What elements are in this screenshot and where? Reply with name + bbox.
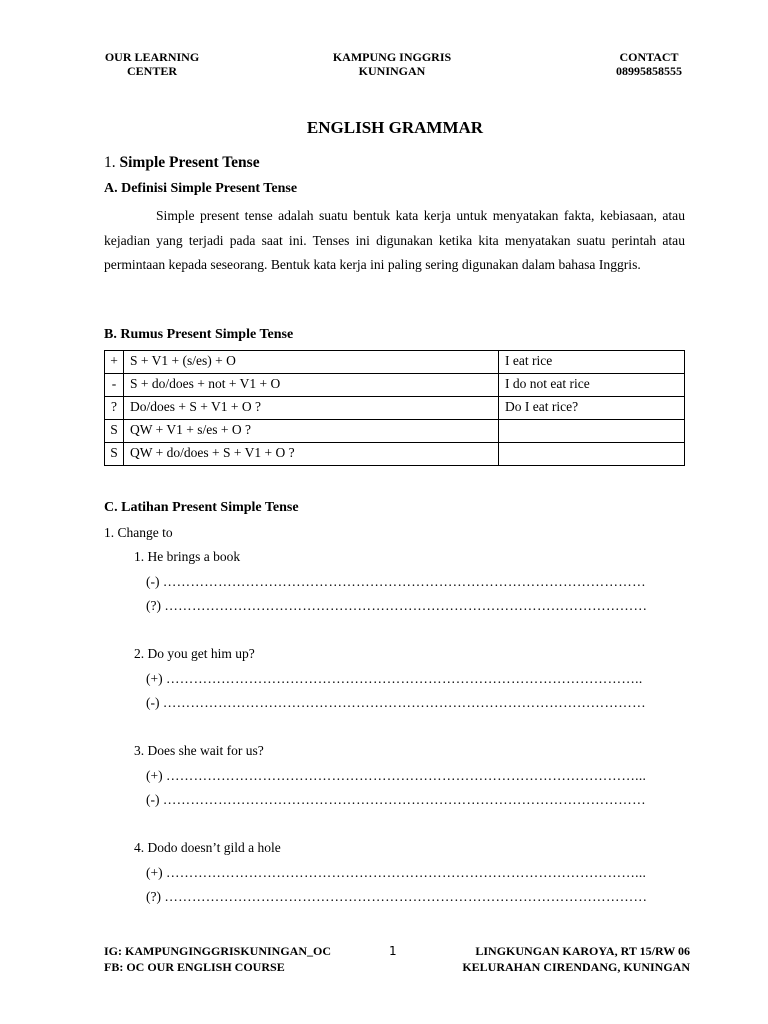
formula-symbol: S — [105, 420, 124, 443]
footer-social — [104, 943, 331, 975]
formula-example: I eat rice — [499, 351, 685, 374]
table-row — [105, 420, 685, 443]
formula-symbol: ? — [105, 397, 124, 420]
answer-blank[interactable]: …………………………………………………………………………………………... — [165, 865, 647, 880]
formula-rule: S + V1 + (s/es) + O — [124, 351, 499, 374]
formula-rule: Do/does + S + V1 + O ? — [124, 397, 499, 420]
section-number: 1. — [104, 154, 116, 171]
exercise-heading: C. Latihan Present Simple Tense — [104, 500, 299, 515]
header-center-line1: KAMPUNG INGGRIS — [332, 50, 452, 64]
answer-line[interactable] — [146, 695, 646, 711]
formula-table — [104, 350, 685, 466]
answer-label: (?) — [146, 889, 161, 904]
answer-label: (+) — [146, 768, 163, 783]
footer-facebook: FB: OC OUR ENGLISH COURSE — [104, 960, 285, 974]
answer-line[interactable] — [146, 598, 647, 614]
formula-rule: QW + do/does + S + V1 + O ? — [124, 443, 499, 466]
table-row — [105, 397, 685, 420]
answer-label: (+) — [146, 865, 163, 880]
formula-symbol: S — [105, 443, 124, 466]
answer-line[interactable] — [146, 768, 646, 784]
header-center — [322, 50, 462, 78]
formula-symbol: + — [105, 351, 124, 374]
exercise-prompt: 4. Dodo doesn’t gild a hole — [134, 840, 281, 855]
header-center-line2: KUNINGAN — [358, 64, 426, 78]
table-row — [105, 443, 685, 466]
answer-blank[interactable]: …………………………………………………………………………………………… — [162, 574, 646, 589]
footer-address — [450, 943, 690, 975]
formula-rule: QW + V1 + s/es + O ? — [124, 420, 499, 443]
footer-address-line2: KELURAHAN CIRENDANG, KUNINGAN — [462, 960, 690, 974]
answer-label: (-) — [146, 695, 160, 710]
section-heading — [104, 154, 260, 172]
answer-label: (-) — [146, 792, 160, 807]
formula-heading: B. Rumus Present Simple Tense — [104, 327, 294, 342]
answer-label: (?) — [146, 598, 161, 613]
footer-instagram: IG: KAMPUNGINGGRISKUNINGAN_OC — [104, 944, 332, 958]
answer-blank[interactable]: ………………………………………………………………………………………….. — [165, 671, 643, 686]
answer-blank[interactable]: …………………………………………………………………………………………… — [162, 792, 646, 807]
formula-example — [499, 443, 685, 466]
exercise-prompt: 1. He brings a book — [134, 549, 241, 564]
answer-line[interactable] — [146, 889, 647, 905]
footer-address-line1: LINGKUNGAN KAROYA, RT 15/RW 06 — [475, 944, 690, 958]
answer-blank[interactable]: …………………………………………………………………………………………... — [165, 768, 647, 783]
answer-line[interactable] — [146, 792, 646, 808]
formula-example — [499, 420, 685, 443]
formula-example: I do not eat rice — [499, 374, 685, 397]
exercise-prompt: 2. Do you get him up? — [134, 646, 255, 661]
formula-rule: S + do/does + not + V1 + O — [124, 374, 499, 397]
answer-line[interactable] — [146, 865, 646, 881]
answer-blank[interactable]: …………………………………………………………………………………………… — [164, 598, 648, 613]
answer-label: (-) — [146, 574, 160, 589]
section-title: Simple Present Tense — [119, 154, 260, 171]
answer-blank[interactable]: …………………………………………………………………………………………… — [162, 695, 646, 710]
table-row — [105, 351, 685, 374]
header-left — [96, 50, 208, 78]
answer-line[interactable] — [146, 574, 646, 590]
answer-line[interactable] — [146, 671, 643, 687]
header-left-line1: OUR LEARNING — [104, 50, 200, 64]
header-contact-label: CONTACT — [619, 50, 679, 64]
definition-heading: A. Definisi Simple Present Tense — [104, 181, 298, 196]
header-phone: 08995858555 — [616, 64, 682, 78]
exercise-instruction: 1. Change to — [104, 525, 173, 540]
page-number: 1 — [389, 944, 397, 958]
header-right — [604, 50, 694, 78]
answer-label: (+) — [146, 671, 163, 686]
exercise-prompt: 3. Does she wait for us? — [134, 743, 264, 758]
definition-text: Simple present tense adalah suatu bentuk kata kerja untuk menyatakan fakta, kebiasaan, atau kejadian yang terjadi pada saat ini. Tenses ini digunakan ketika kita menyatakan suatu perintah atau permintaan kepada seseorang. Bentuk kata kerja ini paling sering digunakan dalam bahasa Inggris. — [104, 208, 685, 273]
formula-example: Do I eat rice? — [499, 397, 685, 420]
table-row — [105, 374, 685, 397]
definition-paragraph — [104, 204, 685, 278]
answer-blank[interactable]: …………………………………………………………………………………………… — [164, 889, 648, 904]
header-left-line2: CENTER — [126, 64, 177, 78]
page-title: ENGLISH GRAMMAR — [306, 118, 484, 137]
formula-symbol: - — [105, 374, 124, 397]
